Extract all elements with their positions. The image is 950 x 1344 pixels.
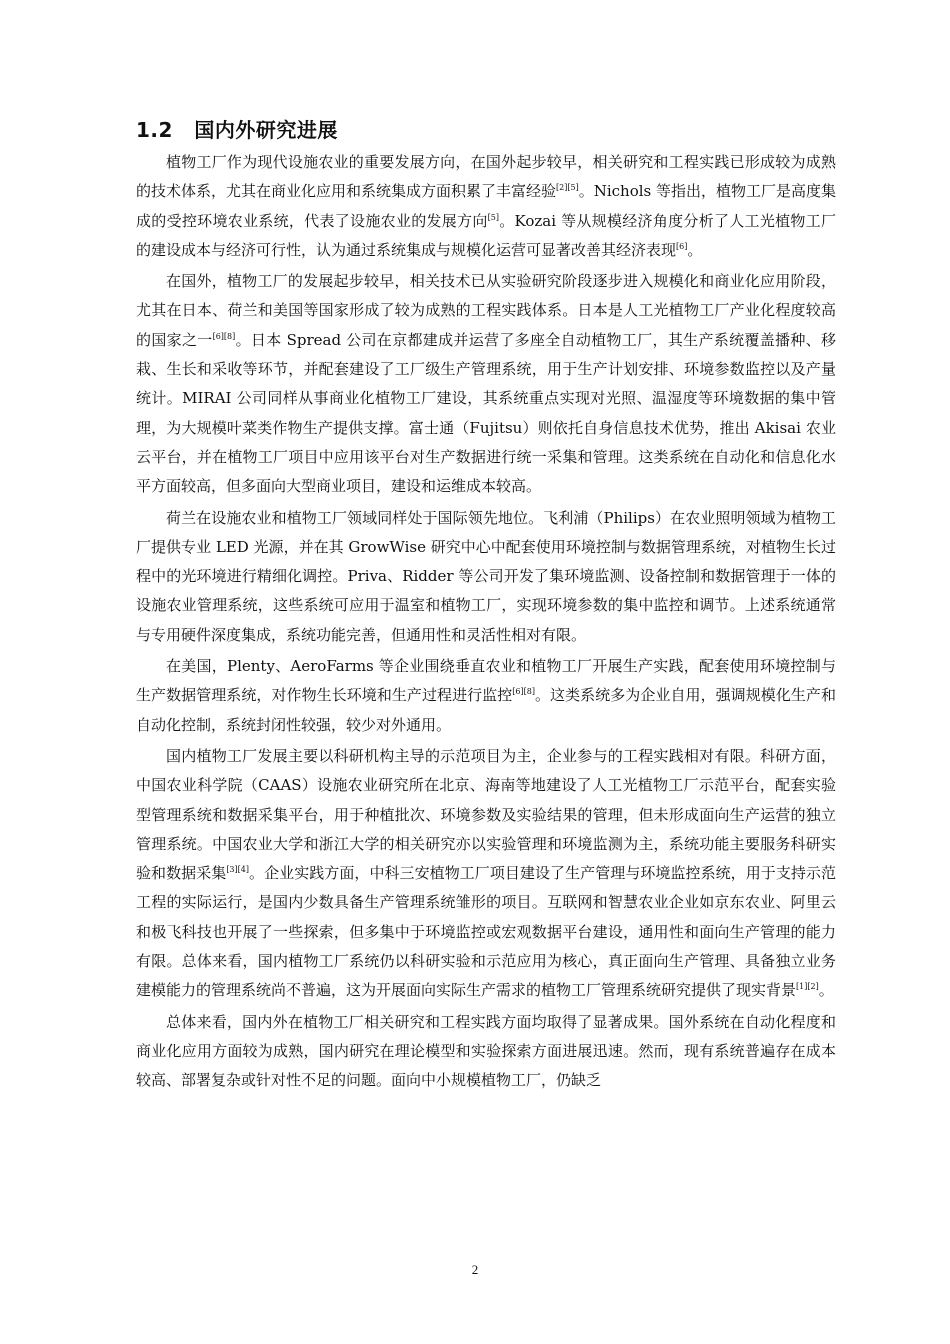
citation-ref: [5] — [487, 212, 499, 222]
citation-ref: [6][8] — [512, 687, 535, 697]
page-number: 2 — [471, 1262, 479, 1277]
citation-ref: [3][4] — [226, 865, 249, 875]
paragraph — [136, 148, 836, 265]
paragraph — [136, 267, 836, 501]
paragraph-text: 荷兰在设施农业和植物工厂领域同样处于国际领先地位。飞利浦（Philips）在农业照明领域为植物工厂提供专业 LED 光源，并在其 GrowWise 研究中心中配套使用环境控制与数据管理系统，对植物生长过程中的光环境进行精细化调控。Priva、Ridder 等公司开发了集环境监测、设备控制和数据管理于一体的设施农业管理系统，这些系统可应用于温室和植物工厂，实现环境参数的集中监控和调节。上述系统通常与专用硬件深度集成，系统功能完善，但通用性和灵活性相对有限。 — [136, 508, 836, 644]
paragraph — [136, 1008, 836, 1096]
paragraph-text: 。企业实践方面，中科三安植物工厂项目建设了生产管理与环境监控系统，用于支持示范工程的实际运行，是国内少数具备生产管理系统雏形的项目。互联网和智慧农业企业如京东农业、阿里云和极飞科技也开展了一些探索，但多集中于环境监控或宏观数据平台建设，通用性和面向生产管理的能力有限。总体来看，国内植物工厂系统仍以科研实验和示范应用为核心，真正面向生产管理、具备独立业务建模能力的管理系统尚不普遍，这为开展面向实际生产需求的植物工厂管理系统研究提供了现实背景 — [136, 864, 836, 1000]
paragraph-text: 。Nichols 等指出，植物工厂是高度集成的受控环境农业系统，代表了设施农业的发展方向 — [136, 182, 836, 230]
body-text — [136, 148, 836, 1098]
paragraph — [136, 504, 836, 650]
citation-ref: [6] — [676, 241, 688, 251]
section-title: 国内外研究进展 — [194, 118, 338, 142]
paragraph-text: 。Kozai 等从规模经济角度分析了人工光植物工厂的建设成本与经济可行性，认为通过系统集成与规模化运营可显著改善其经济表现 — [136, 211, 836, 259]
paragraph — [136, 742, 836, 1006]
section-heading — [136, 114, 338, 143]
paragraph-text: 。这类系统多为企业自用，强调规模化生产和自动化控制，系统封闭性较强，较少对外通用。 — [136, 686, 836, 734]
paragraph-text: 。日本 Spread 公司在京都建成并运营了多座全自动植物工厂，其生产系统覆盖播种、移栽、生长和采收等环节，并配套建设了工厂级生产管理系统，用于生产计划安排、环境参数监控以及产量统计。MIRAI 公司同样从事商业化植物工厂建设，其系统重点实现对光照、温湿度等环境数据的集中管理，为大规模叶菜类作物生产提供支撑。富士通（Fujitsu）则依托自身信息技术优势，推出 Akisai 农业云平台，并在植物工厂项目中应用该平台对生产数据进行统一采集和管理。这类系统在自动化和信息化水平方面较高，但多面向大型商业项目，建设和运维成本较高。 — [136, 330, 836, 496]
citation-ref: [2] — [807, 982, 819, 992]
paragraph-text: 。 — [818, 981, 834, 1000]
paragraph-text: 在国外，植物工厂的发展起步较早，相关技术已从实验研究阶段逐步进入规模化和商业化应用阶段，尤其在日本、荷兰和美国等国家形成了较为成熟的工程实践体系。日本是人工光植物工厂产业化程度较高的国家之一 — [136, 272, 836, 349]
paragraph-text: 国内植物工厂发展主要以科研机构主导的示范项目为主，企业参与的工程实践相对有限。科研方面，中国农业科学院（CAAS）设施农业研究所在北京、海南等地建设了人工光植物工厂示范平台，配套实验型管理系统和数据采集平台，用于种植批次、环境参数及实验结果的管理，但未形成面向生产运营的独立管理系统。中国农业大学和浙江大学的相关研究亦以实验管理和环境监测为主，系统功能主要服务科研实验和数据采集 — [136, 746, 836, 883]
section-number: 1.2 — [136, 118, 173, 142]
paragraph — [136, 652, 836, 740]
paragraph-text: 在美国，Plenty、AeroFarms 等企业围绕垂直农业和植物工厂开展生产实践，配套使用环境控制与生产数据管理系统，对作物生长环境和生产过程进行监控 — [136, 657, 836, 705]
citation-ref: [2][5] — [556, 183, 579, 193]
citation-ref: [6][8] — [212, 331, 236, 341]
paragraph-text: 植物工厂作为现代设施农业的重要发展方向，在国外起步较早，相关研究和工程实践已形成较为成熟的技术体系，尤其在商业化应用和系统集成方面积累了丰富经验 — [136, 153, 836, 201]
citation-ref: [1] — [796, 982, 808, 992]
paragraph-text: 总体来看，国内外在植物工厂相关研究和工程实践方面均取得了显著成果。国外系统在自动化程度和商业化应用方面较为成熟，国内研究在理论模型和实验探索方面进展迅速。然而，现有系统普遍存在成本较高、部署复杂或针对性不足的问题。面向中小规模植物工厂，仍缺乏 — [136, 1012, 836, 1090]
paragraph-text: 。 — [687, 240, 703, 259]
